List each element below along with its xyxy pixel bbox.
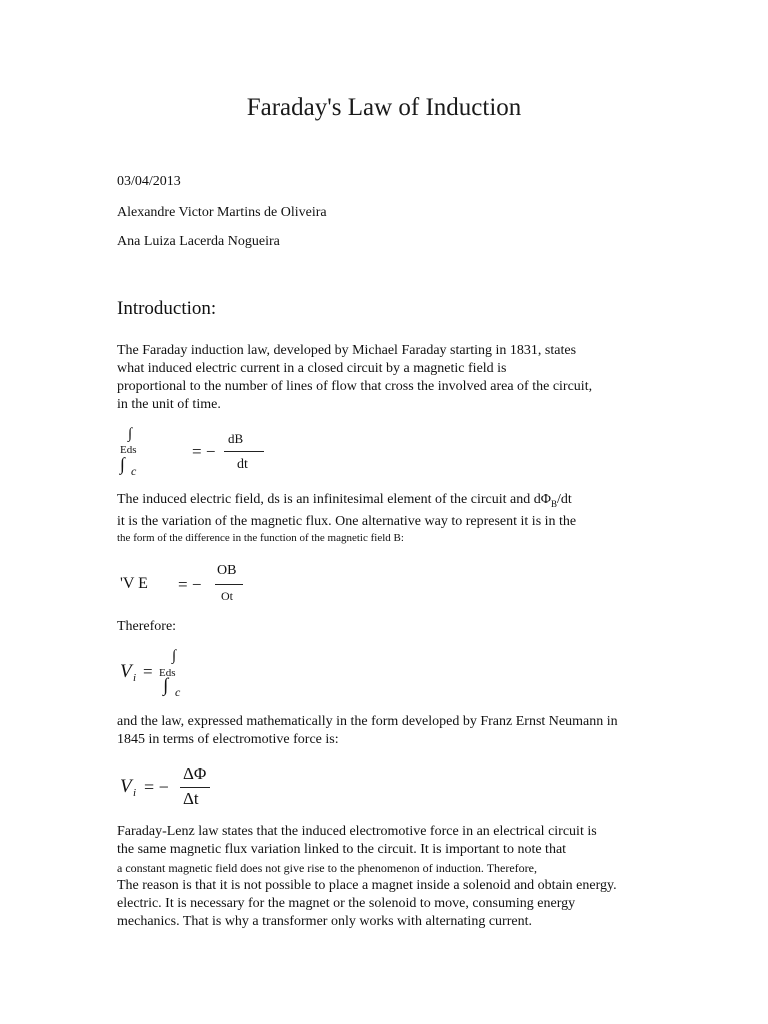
paragraph-line: electric. It is necessary for the magnet or the solenoid to move, consuming energy bbox=[117, 896, 576, 911]
paragraph-line: and the law, expressed mathematically in the form developed by Franz Ernst Neumann in bbox=[117, 714, 618, 729]
paragraph-line: what induced electric current in a closed circuit by a magnetic field is bbox=[117, 361, 507, 376]
paragraph-line: a constant magnetic field does not give rise to the phenomenon of induction. Therefore, bbox=[117, 861, 537, 875]
author-1: Alexandre Victor Martins de Oliveira bbox=[117, 205, 327, 220]
fraction-bar bbox=[180, 787, 210, 788]
equals-minus: = − bbox=[178, 575, 202, 594]
paragraph-line: The Faraday induction law, developed by Michael Faraday starting in 1831, states bbox=[117, 343, 577, 358]
paragraph-line: in the unit of time. bbox=[117, 397, 221, 412]
emf-subscript: i bbox=[133, 787, 137, 799]
paragraph-line: it is the variation of the magnetic flux. One alternative way to represent it is in the bbox=[117, 513, 577, 529]
document-title: Faraday's Law of Induction bbox=[246, 94, 522, 121]
paragraph-intro bbox=[117, 342, 592, 414]
fraction-bar bbox=[215, 584, 243, 585]
fraction-denominator: Ot bbox=[221, 589, 233, 603]
fraction-denominator: dt bbox=[237, 457, 248, 472]
paragraph-induced-field bbox=[117, 491, 576, 545]
paragraph-line: proportional to the number of lines of flow that cross the involved area of the circuit, bbox=[117, 379, 593, 394]
fraction-bar bbox=[224, 451, 264, 452]
contour-subscript: c bbox=[175, 685, 181, 699]
paragraph-line: Faraday-Lenz law states that the induced electromotive force in an electrical circuit is bbox=[117, 824, 597, 839]
emf-symbol: V bbox=[120, 661, 132, 682]
author-2: Ana Luiza Lacerda Nogueira bbox=[117, 234, 280, 249]
paragraph-line: the form of the difference in the function of the magnetic field B: bbox=[117, 531, 404, 544]
fraction-numerator: ΔΦ bbox=[183, 764, 207, 783]
paragraph-line: The induced electric field, ds is an infinitesimal element of the circuit and $d\Phi_B/dt$ bbox=[117, 492, 572, 509]
fraction-numerator: OB bbox=[217, 563, 237, 578]
document-date: 03/04/2013 bbox=[117, 174, 181, 189]
paragraph-line: The reason is that it is not possible to place a magnet inside a solenoid and obtain energy. bbox=[117, 878, 617, 893]
equals-minus: = − bbox=[192, 442, 216, 461]
paragraph-lenz bbox=[117, 823, 617, 931]
section-heading-introduction: Introduction: bbox=[117, 298, 217, 319]
therefore-text: Therefore: bbox=[117, 619, 177, 634]
fraction-numerator: dB bbox=[228, 431, 244, 446]
curl-expression: 'V E bbox=[120, 575, 148, 592]
emf-subscript: i bbox=[133, 672, 137, 684]
paragraph-line: 1845 in terms of electromotive force is: bbox=[117, 732, 339, 747]
integrand: Eds bbox=[120, 444, 137, 456]
paragraph-neumann bbox=[117, 713, 618, 749]
contour-integral-sign: ∫ bbox=[120, 454, 125, 474]
paragraph-line: mechanics. That is why a transformer only works with alternating current. bbox=[117, 914, 532, 929]
integral-sign: ∫ bbox=[172, 648, 177, 664]
fraction-denominator: Δt bbox=[183, 789, 199, 808]
emf-symbol: V bbox=[120, 776, 132, 797]
equals-minus: = − bbox=[144, 777, 169, 797]
contour-subscript: c bbox=[131, 464, 137, 478]
equals-sign: = bbox=[143, 662, 153, 681]
paragraph-line: the same magnetic flux variation linked to the circuit. It is important to note that bbox=[117, 842, 567, 857]
integrand: Eds bbox=[159, 667, 176, 679]
contour-integral-sign: ∫ bbox=[163, 675, 169, 696]
integral-sign: ∫ bbox=[128, 426, 133, 442]
